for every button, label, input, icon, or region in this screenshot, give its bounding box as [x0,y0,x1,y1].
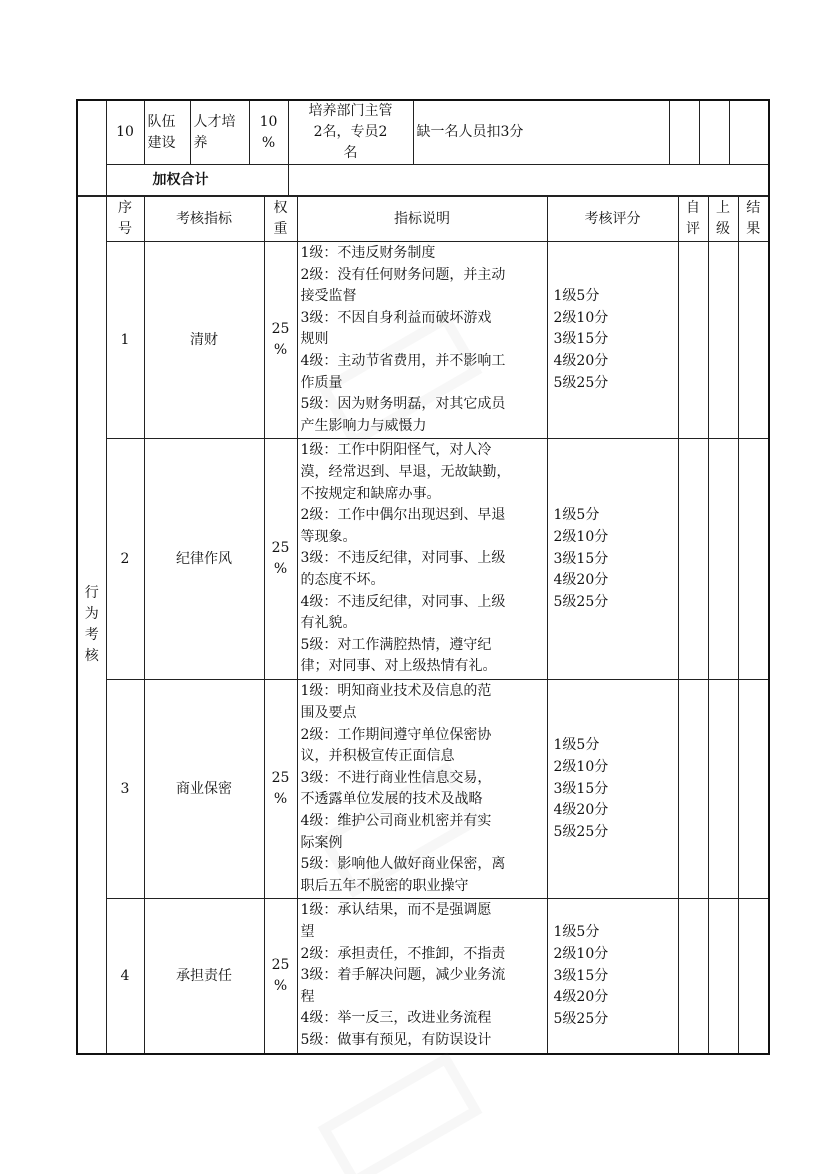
row-self-eval [678,680,708,899]
row-weight-unit: % [273,561,288,578]
score-line: 1级5分 [553,737,600,754]
row-10-weight-unit: % [261,134,276,151]
desc-line: 1级：工作中阴阳怪气，对人冷 [300,442,492,459]
row-10-indicator: 人才培养 [190,100,249,165]
row-indicator: 纪律作风 [144,439,264,680]
score-line: 5级25分 [553,593,609,610]
row-number: 1 [106,242,144,439]
row-indicator: 商业保密 [144,680,264,899]
row-10-desc-line: 名 [343,145,358,161]
row-superior-eval [708,439,738,680]
row-number: 3 [106,680,144,899]
section-label-char: 行 [84,585,99,602]
row-10-weight [249,100,288,165]
row-scoring [547,242,678,439]
row-result [738,680,769,899]
weighted-total-value [288,165,769,196]
desc-line: 职后五年不脱密的职业操守 [300,877,469,894]
desc-line: 5级：做事有预见，有防误设计 [300,1031,492,1048]
header-scoring: 考核评分 [547,197,678,242]
header-self-line: 自 [686,200,700,216]
desc-line: 4级：不违反纪律，对同事、上级 [300,593,506,610]
section-label-behavior [77,197,106,1055]
desc-line: 2级：承担责任，不推卸，不指责 [300,945,506,962]
row-result [738,242,769,439]
row-10-description [288,100,413,165]
row-10-desc-line: 2名，专员2 [313,124,388,140]
row-weight [264,242,297,439]
row-weight-unit: % [273,791,288,808]
row-10-weight-value: 10 [259,113,278,130]
desc-line: 1级：承认结果，而不是强调愿 [300,902,492,919]
score-line: 1级5分 [553,507,600,524]
section-label-char: 考 [84,627,99,644]
row-scoring [547,439,678,680]
header-weight [264,197,297,242]
score-line: 1级5分 [553,288,600,305]
row-description [297,680,547,899]
score-line: 1级5分 [553,924,600,941]
row-superior-eval [708,899,738,1055]
row-weight-value: 25 [271,540,290,557]
row-weight-value: 25 [271,770,290,787]
desc-line: 不透露单位发展的技术及战略 [300,791,483,808]
header-superior-line: 级 [716,221,730,237]
weighted-total-row [77,165,769,196]
score-line: 2级10分 [553,309,609,326]
row-weight [264,439,297,680]
score-line: 4级20分 [553,572,609,589]
desc-line: 2级：工作期间遵守单位保密协 [300,726,492,743]
desc-line: 程 [300,988,315,1005]
header-description: 指标说明 [297,197,547,242]
row-result [738,899,769,1055]
blank-section-cell [77,100,106,196]
desc-line: 4级：主动节省费用，并不影响工 [300,352,506,369]
header-number [106,197,144,242]
row-indicator: 清财 [144,242,264,439]
row-superior-eval [708,242,738,439]
row-10 [77,100,769,165]
table-row [77,439,769,680]
row-superior-eval [708,680,738,899]
desc-line: 5级：对工作满腔热情，遵守纪 [300,636,492,653]
row-description [297,899,547,1055]
row-description [297,439,547,680]
desc-line: 规则 [300,331,329,348]
section-label-char: 为 [84,606,99,623]
desc-line: 4级：维护公司商业机密并有实 [300,812,492,829]
desc-line: 3级：着手解决问题，减少业务流 [300,967,506,984]
row-number: 4 [106,899,144,1055]
desc-line: 产生影响力与威慑力 [300,417,427,434]
desc-line: 望 [300,923,315,940]
row-10-superior-eval [699,100,729,165]
desc-line: 接受监督 [300,288,357,305]
row-self-eval [678,899,708,1055]
score-line: 2级10分 [553,528,609,545]
row-weight-unit: % [273,342,288,359]
desc-line: 5级：因为财务明磊，对其它成员 [300,396,506,413]
header-indicator: 考核指标 [144,197,264,242]
score-line: 5级25分 [553,374,609,391]
row-10-scoring: 缺一名人员扣3分 [413,100,669,165]
desc-line: 等现象。 [300,528,357,545]
weighted-total-label: 加权合计 [106,165,288,196]
row-weight-value: 25 [271,957,290,974]
row-description [297,242,547,439]
row-result [738,439,769,680]
row-scoring [547,680,678,899]
score-line: 2级10分 [553,945,609,962]
header-number-line: 号 [118,221,132,237]
score-line: 5级25分 [553,823,609,840]
desc-line: 1级：明知商业技术及信息的范 [300,683,492,700]
desc-line: 的态度不坏。 [300,571,385,588]
evaluation-form [76,99,770,1055]
score-line: 3级15分 [553,967,609,984]
row-weight [264,680,297,899]
row-10-self-eval [669,100,699,165]
header-number-line: 序 [118,200,132,216]
section-label-char: 核 [84,648,99,665]
header-weight-line: 权 [273,200,288,216]
header-self-eval [678,197,708,242]
row-number: 2 [106,439,144,680]
header-result-line: 结 [746,200,761,216]
header-result-line: 果 [746,221,761,237]
score-line: 4级20分 [553,989,609,1006]
score-line: 5级25分 [553,1010,609,1027]
row-weight [264,899,297,1055]
desc-line: 不按规定和缺席办事。 [300,485,441,502]
desc-line: 3级：不违反纪律，对同事、上级 [300,550,506,567]
desc-line: 律；对同事、对上级热情有礼。 [300,658,497,675]
team-building-table [76,99,770,196]
row-10-category: 队伍建设 [144,100,190,165]
table-row [77,899,769,1055]
table-row [77,680,769,899]
header-superior-line: 上 [716,200,730,216]
score-line: 3级15分 [553,550,609,567]
desc-line: 围及要点 [300,704,357,721]
desc-line: 5级：影响他人做好商业保密，离 [300,856,506,873]
row-weight-unit: % [273,978,288,995]
behavior-assessment-table [76,196,770,1055]
desc-line: 作质量 [300,374,343,391]
score-line: 4级20分 [553,352,609,369]
desc-line: 3级：不进行商业性信息交易， [300,769,492,786]
score-line: 4级20分 [553,802,609,819]
score-line: 3级15分 [553,331,609,348]
header-result [738,197,769,242]
score-line: 2级10分 [553,758,609,775]
row-weight-value: 25 [271,321,290,338]
row-self-eval [678,242,708,439]
desc-line: 4级：举一反三，改进业务流程 [300,1010,492,1027]
desc-line: 有礼貌。 [300,615,357,632]
desc-line: 际案例 [300,834,343,851]
desc-line: 2级：没有任何财务问题，并主动 [300,266,506,283]
table-row [77,242,769,439]
desc-line: 2级：工作中偶尔出现迟到、早退 [300,507,506,524]
header-row [77,197,769,242]
header-superior-eval [708,197,738,242]
desc-line: 3级：不因自身利益而破坏游戏 [300,309,492,326]
row-10-number: 10 [106,100,144,165]
score-line: 3级15分 [553,780,609,797]
header-self-line: 评 [686,221,700,237]
row-scoring [547,899,678,1055]
desc-line: 1级：不违反财务制度 [300,245,436,261]
row-self-eval [678,439,708,680]
row-indicator: 承担责任 [144,899,264,1055]
desc-line: 漠，经常迟到、早退，无故缺勤， [300,463,511,480]
row-10-result [729,100,769,165]
desc-line: 议，并积极宣传正面信息 [300,748,455,765]
header-weight-line: 重 [273,221,288,237]
row-10-desc-line: 培养部门主管 [308,103,393,119]
